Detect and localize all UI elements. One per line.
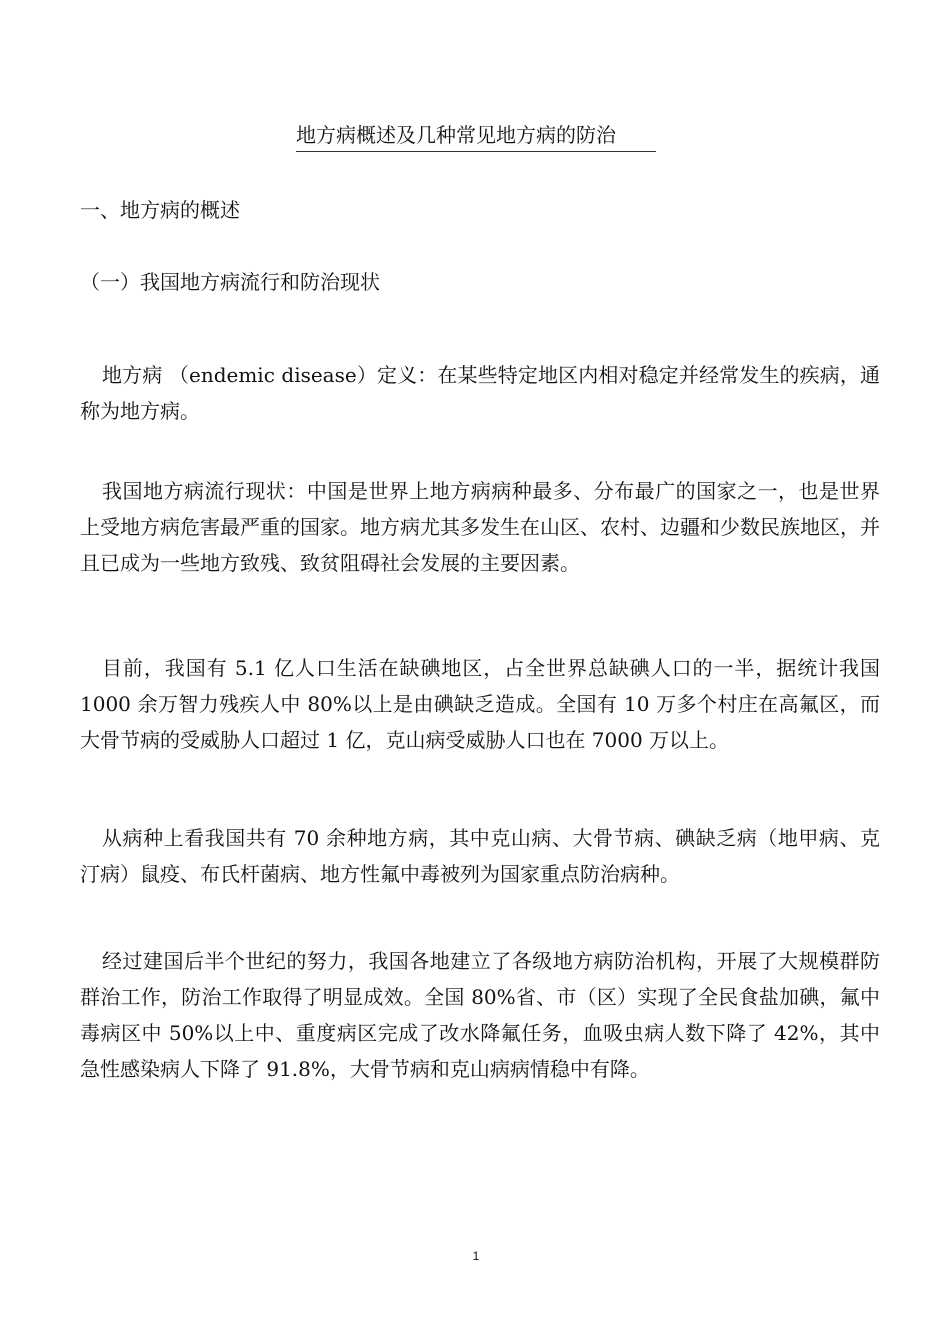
subsection-heading: （一）我国地方病流行和防治现状 [80, 270, 380, 294]
section-heading: 一、地方病的概述 [80, 198, 240, 222]
paragraph-definition: 地方病 （endemic disease）定义：在某些特定地区内相对稳定并经常发生的疾病，通称为地方病。 [80, 363, 880, 423]
page-number: 1 [472, 1249, 480, 1263]
paragraph-statistics: 目前，我国有 5.1 亿人口生活在缺碘地区，占全世界总缺碘人口的一半，据统计我国 1000 余万智力残疾人中 80%以上是由碘缺乏造成。全国有 10 万多个村庄在高氟区，而大骨节病的受威胁人口超过 1 亿，克山病受威胁人口也在 7000 万以上。 [80, 656, 880, 752]
document-title: 地方病概述及几种常见地方病的防治 [296, 121, 656, 152]
paragraph-epidemic-status: 我国地方病流行现状：中国是世界上地方病病种最多、分布最广的国家之一，也是世界上受地方病危害最严重的国家。地方病尤其多发生在山区、农村、边疆和少数民族地区，并且已成为一些地方致残、致贫阻碍社会发展的主要因素。 [80, 479, 880, 575]
paragraph-disease-types: 从病种上看我国共有 70 余种地方病，其中克山病、大骨节病、碘缺乏病（地甲病、克汀病）鼠疫、布氏杆菌病、地方性氟中毒被列为国家重点防治病种。 [80, 826, 880, 886]
paragraph-prevention-results: 经过建国后半个世纪的努力，我国各地建立了各级地方病防治机构，开展了大规模群防群治工作，防治工作取得了明显成效。全国 80%省、市（区）实现了全民食盐加碘，氟中毒病区中 50%以上中、重度病区完成了改水降氟任务，血吸虫病人数下降了 42%，其中急性感染病人下降了 91.8%，大骨节病和克山病病情稳中有降。 [80, 949, 880, 1081]
